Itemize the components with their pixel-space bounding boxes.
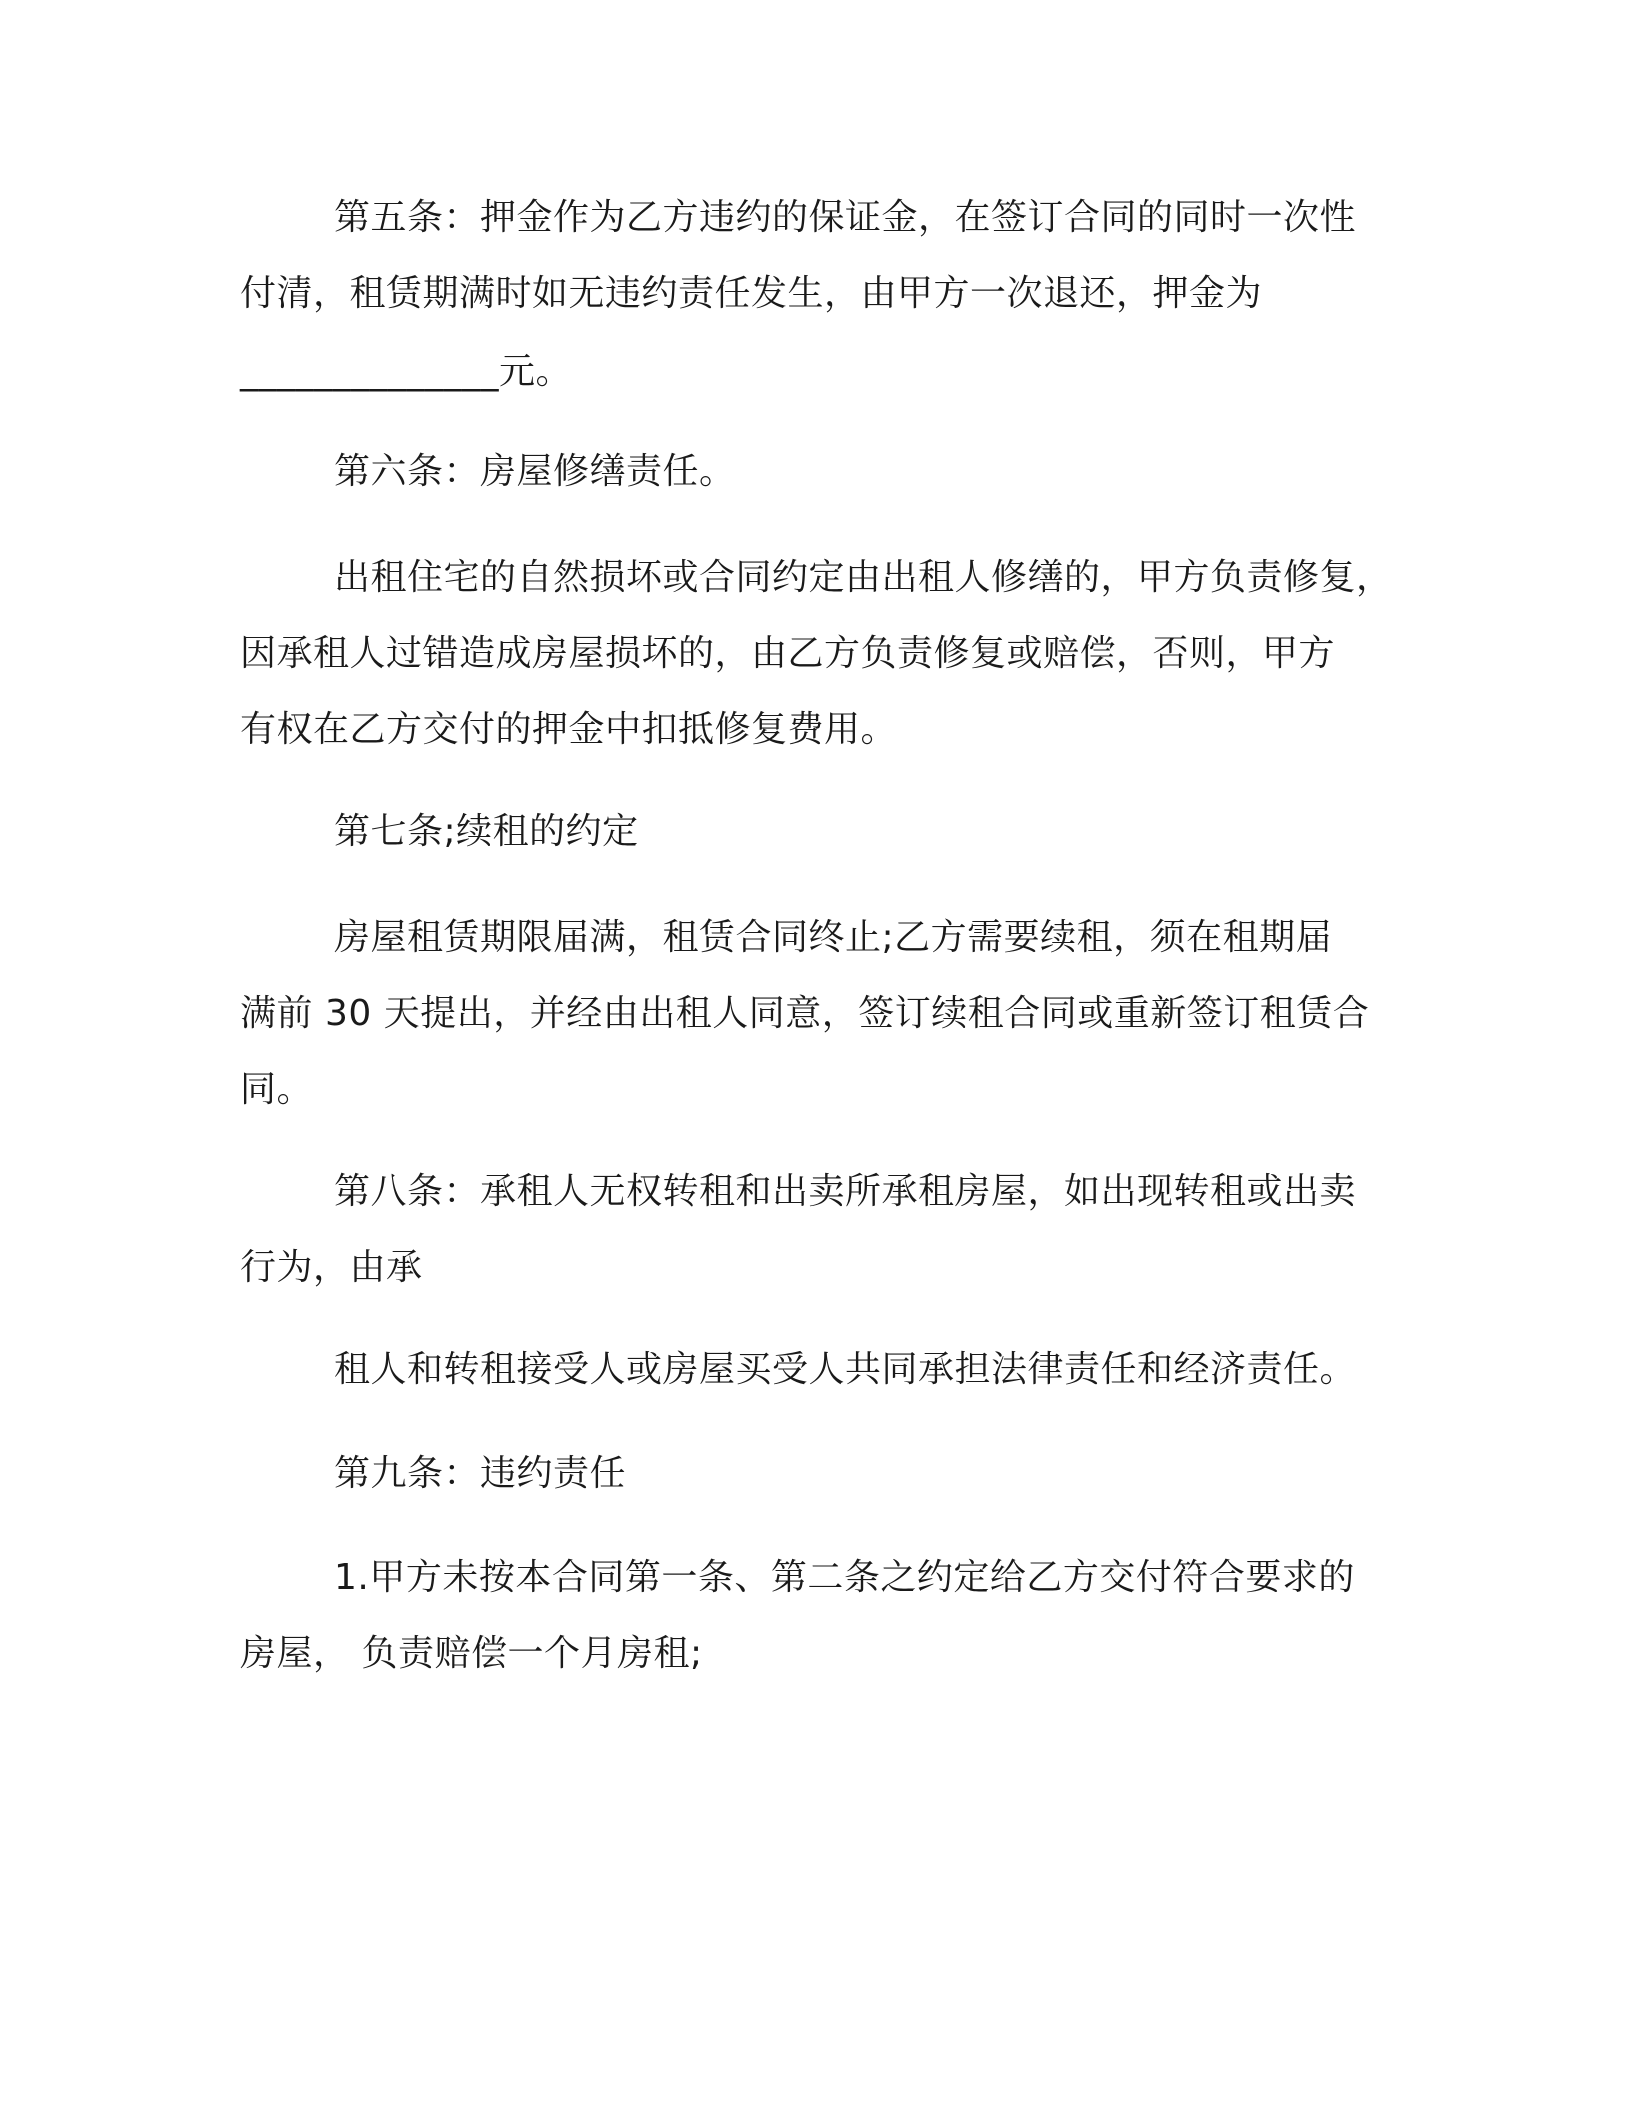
text-line: 因承租人过错造成房屋损坏的，由乙方负责修复或赔偿，否则，甲方 bbox=[240, 633, 1336, 674]
text-line: 租人和转租接受人或房屋买受人共同承担法律责任和经济责任。 bbox=[334, 1349, 1357, 1390]
text-line: 同。 bbox=[240, 1069, 314, 1110]
text-line: 房屋租赁期限届满，租赁合同终止;乙方需要续租，须在租期届 bbox=[334, 917, 1333, 958]
text-line: 第五条：押金作为乙方违约的保证金，在签订合同的同时一次性 bbox=[334, 197, 1357, 238]
text-line: 第六条：房屋修缮责任。 bbox=[334, 451, 736, 492]
text-line: 房屋， 负责赔偿一个月房租; bbox=[240, 1633, 703, 1674]
text-line: 第八条：承租人无权转租和出卖所承租房屋，如出现转租或出卖 bbox=[334, 1171, 1357, 1212]
text-line: 行为，由承 bbox=[240, 1247, 423, 1288]
text-line: 出租住宅的自然损坏或合同约定由出租人修缮的，甲方负责修复， bbox=[334, 557, 1393, 598]
text-line: 1.甲方未按本合同第一条、第二条之约定给乙方交付符合要求的 bbox=[334, 1557, 1355, 1598]
text-line: 第九条：违约责任 bbox=[334, 1453, 627, 1494]
text-line: 第七条;续租的约定 bbox=[334, 811, 639, 852]
text-line: 满前 30 天提出，并经由出租人同意，签订续租合同或重新签订租赁合 bbox=[240, 993, 1370, 1034]
text-line: 付清，租赁期满时如无违约责任发生，由甲方一次退还，押金为 bbox=[240, 273, 1263, 314]
text-line: ______________元。 bbox=[240, 351, 573, 392]
text-line: 有权在乙方交付的押金中扣抵修复费用。 bbox=[240, 709, 898, 750]
